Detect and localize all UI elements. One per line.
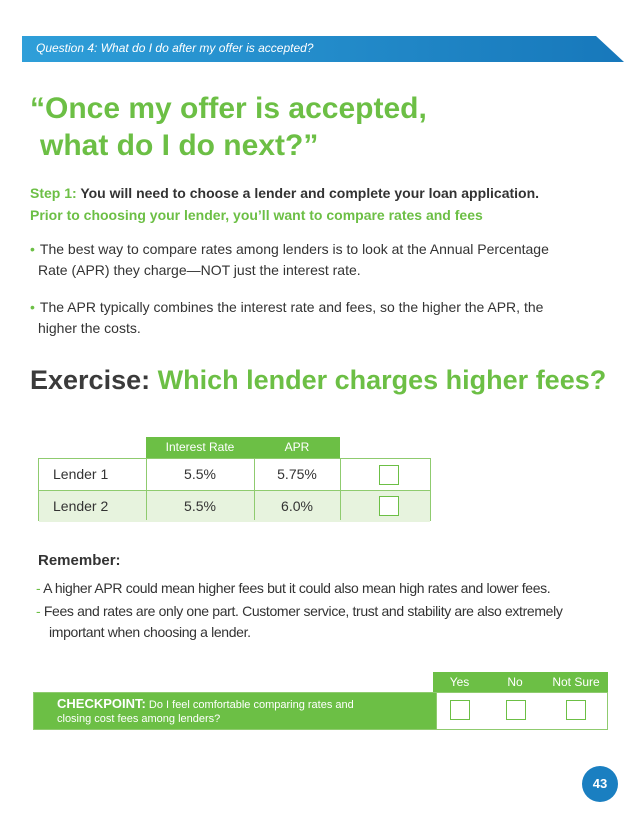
column-divider — [254, 459, 255, 520]
lender-2-checkbox[interactable] — [379, 496, 399, 516]
exercise-heading — [30, 363, 606, 397]
remember-heading: Remember: — [38, 552, 121, 569]
column-divider — [340, 459, 341, 520]
checkpoint-question: CHECKPOINT: Do I feel comfortable comparing rates and closing cost fees among lenders? — [34, 693, 436, 729]
lender-1-checkbox[interactable] — [379, 465, 399, 485]
option-no-header: No — [486, 672, 544, 692]
title-line-1: “Once my offer is accepted, — [30, 92, 427, 125]
checkpoint-not-sure-checkbox[interactable] — [566, 700, 586, 720]
checkpoint — [33, 692, 608, 730]
option-not-sure-header: Not Sure — [544, 672, 608, 692]
title-line-2: what do I do next?” — [40, 129, 319, 162]
table-row — [39, 459, 430, 490]
chapter-banner — [22, 36, 624, 62]
bullet-item: • The APR typically combines the interest rate and fees, so the higher the APR, the higher the costs. — [30, 299, 544, 336]
header-apr: APR — [254, 437, 340, 458]
step-subtitle: Prior to choosing your lender, you’ll want to compare rates and fees — [30, 207, 483, 223]
column-divider — [146, 459, 147, 520]
checkpoint-yes-checkbox[interactable] — [450, 700, 470, 720]
apr-value: 6.0% — [281, 498, 313, 514]
remember-item: - A higher APR could mean higher fees but it could also mean high rates and lower fees. — [36, 580, 551, 596]
exercise-keyword: Exercise: — [30, 365, 151, 395]
bullet-dot: • — [30, 241, 35, 257]
interest-rate-value: 5.5% — [184, 498, 216, 514]
checkpoint-no-checkbox[interactable] — [506, 700, 526, 720]
lender-table — [38, 458, 431, 521]
exercise-question: Which lender charges higher fees? — [157, 365, 607, 395]
step-text: You will need to choose a lender and complete your loan application. — [80, 185, 540, 201]
bullet-item: • The best way to compare rates among lenders is to look at the Annual Percentage Rate (APR) they charge—NOT just the interest rate. — [30, 241, 549, 278]
header-interest-rate: Interest Rate — [146, 437, 254, 458]
remember-item: - Fees and rates are only one part. Customer service, trust and stability are also extremely important when choosing a lender. — [36, 603, 563, 640]
lender-name: Lender 1 — [53, 466, 109, 482]
page-number: 43 — [582, 766, 618, 802]
bullet-dot: • — [30, 299, 35, 315]
apr-value: 5.75% — [277, 466, 317, 482]
checkpoint-label: CHECKPOINT: — [57, 696, 146, 711]
table-row — [39, 491, 430, 522]
interest-rate-value: 5.5% — [184, 466, 216, 482]
lender-name: Lender 2 — [53, 498, 109, 514]
column-divider — [436, 693, 437, 729]
step-label: Step 1: — [30, 185, 77, 201]
option-yes-header: Yes — [433, 672, 486, 692]
chapter-question: Question 4: What do I do after my offer is accepted? — [36, 41, 314, 55]
step-1 — [30, 182, 620, 226]
page-title — [30, 90, 550, 164]
